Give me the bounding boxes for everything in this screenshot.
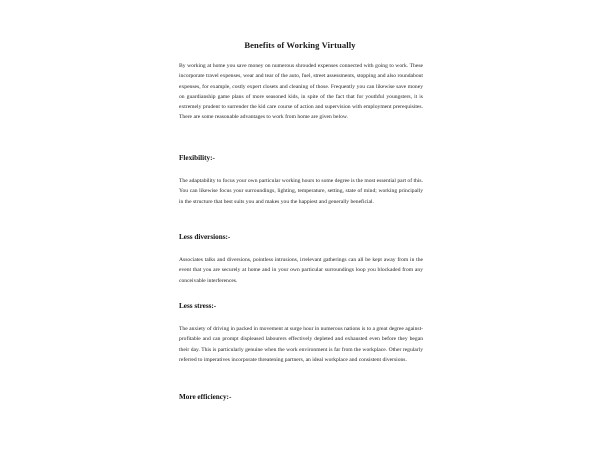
section-heading-less-diversions: Less diversions:- <box>179 233 231 241</box>
section-body-less-diversions: Associates talks and diversions, pointless intrusions, irrelevant gatherings can all be kept away from in the event that you are securely at home and in your own particular surroundings loop you blockaded from any conceivable interferences. <box>179 257 423 284</box>
section-body-less-stress: The anxiety of driving in packed in movement at surge hour in numerous nations is to a great degree against-profitable and can prompt displeased labourers effectively depleted and exhausted even before they began their day. This is particularly genuine when the work environment is far from the workplace. Other regularly referred to imperatives incorporate threatening partners, an ideal workplace and consistent diversions. <box>179 326 423 363</box>
intro-paragraph: By working at home you save money on numerous shrouded expenses connected with going to work. These incorporate travel expenses, wear and tear of the auto, fuel, street assessments, stopping and also roundabout expenses, for example, costly expert closets and cleaning of those. Frequently you can likewise save money on guardianship game plans of more seasoned kids, in spite of the fact that for youthful youngsters, it is extremely prudent to surrender the kid care course of action and supervision with employment prerequisites. There are some reasonable advantages to work from home are given below. <box>179 63 423 121</box>
section-heading-flexibility: Flexibility:- <box>179 154 215 162</box>
document-title: Benefits of Working Virtually <box>244 40 356 50</box>
section-heading-less-stress: Less stress:- <box>179 302 217 310</box>
section-heading-more-efficiency: More efficiency:- <box>179 393 232 401</box>
section-body-flexibility: The adaptability to focus your own particular working hours to some degree is the most essential part of this. You can likewise focus your surroundings, lighting, temperature, setting, state of mind; working principally in the structure that best suits you and makes you the happiest and generally beneficial. <box>179 178 423 205</box>
